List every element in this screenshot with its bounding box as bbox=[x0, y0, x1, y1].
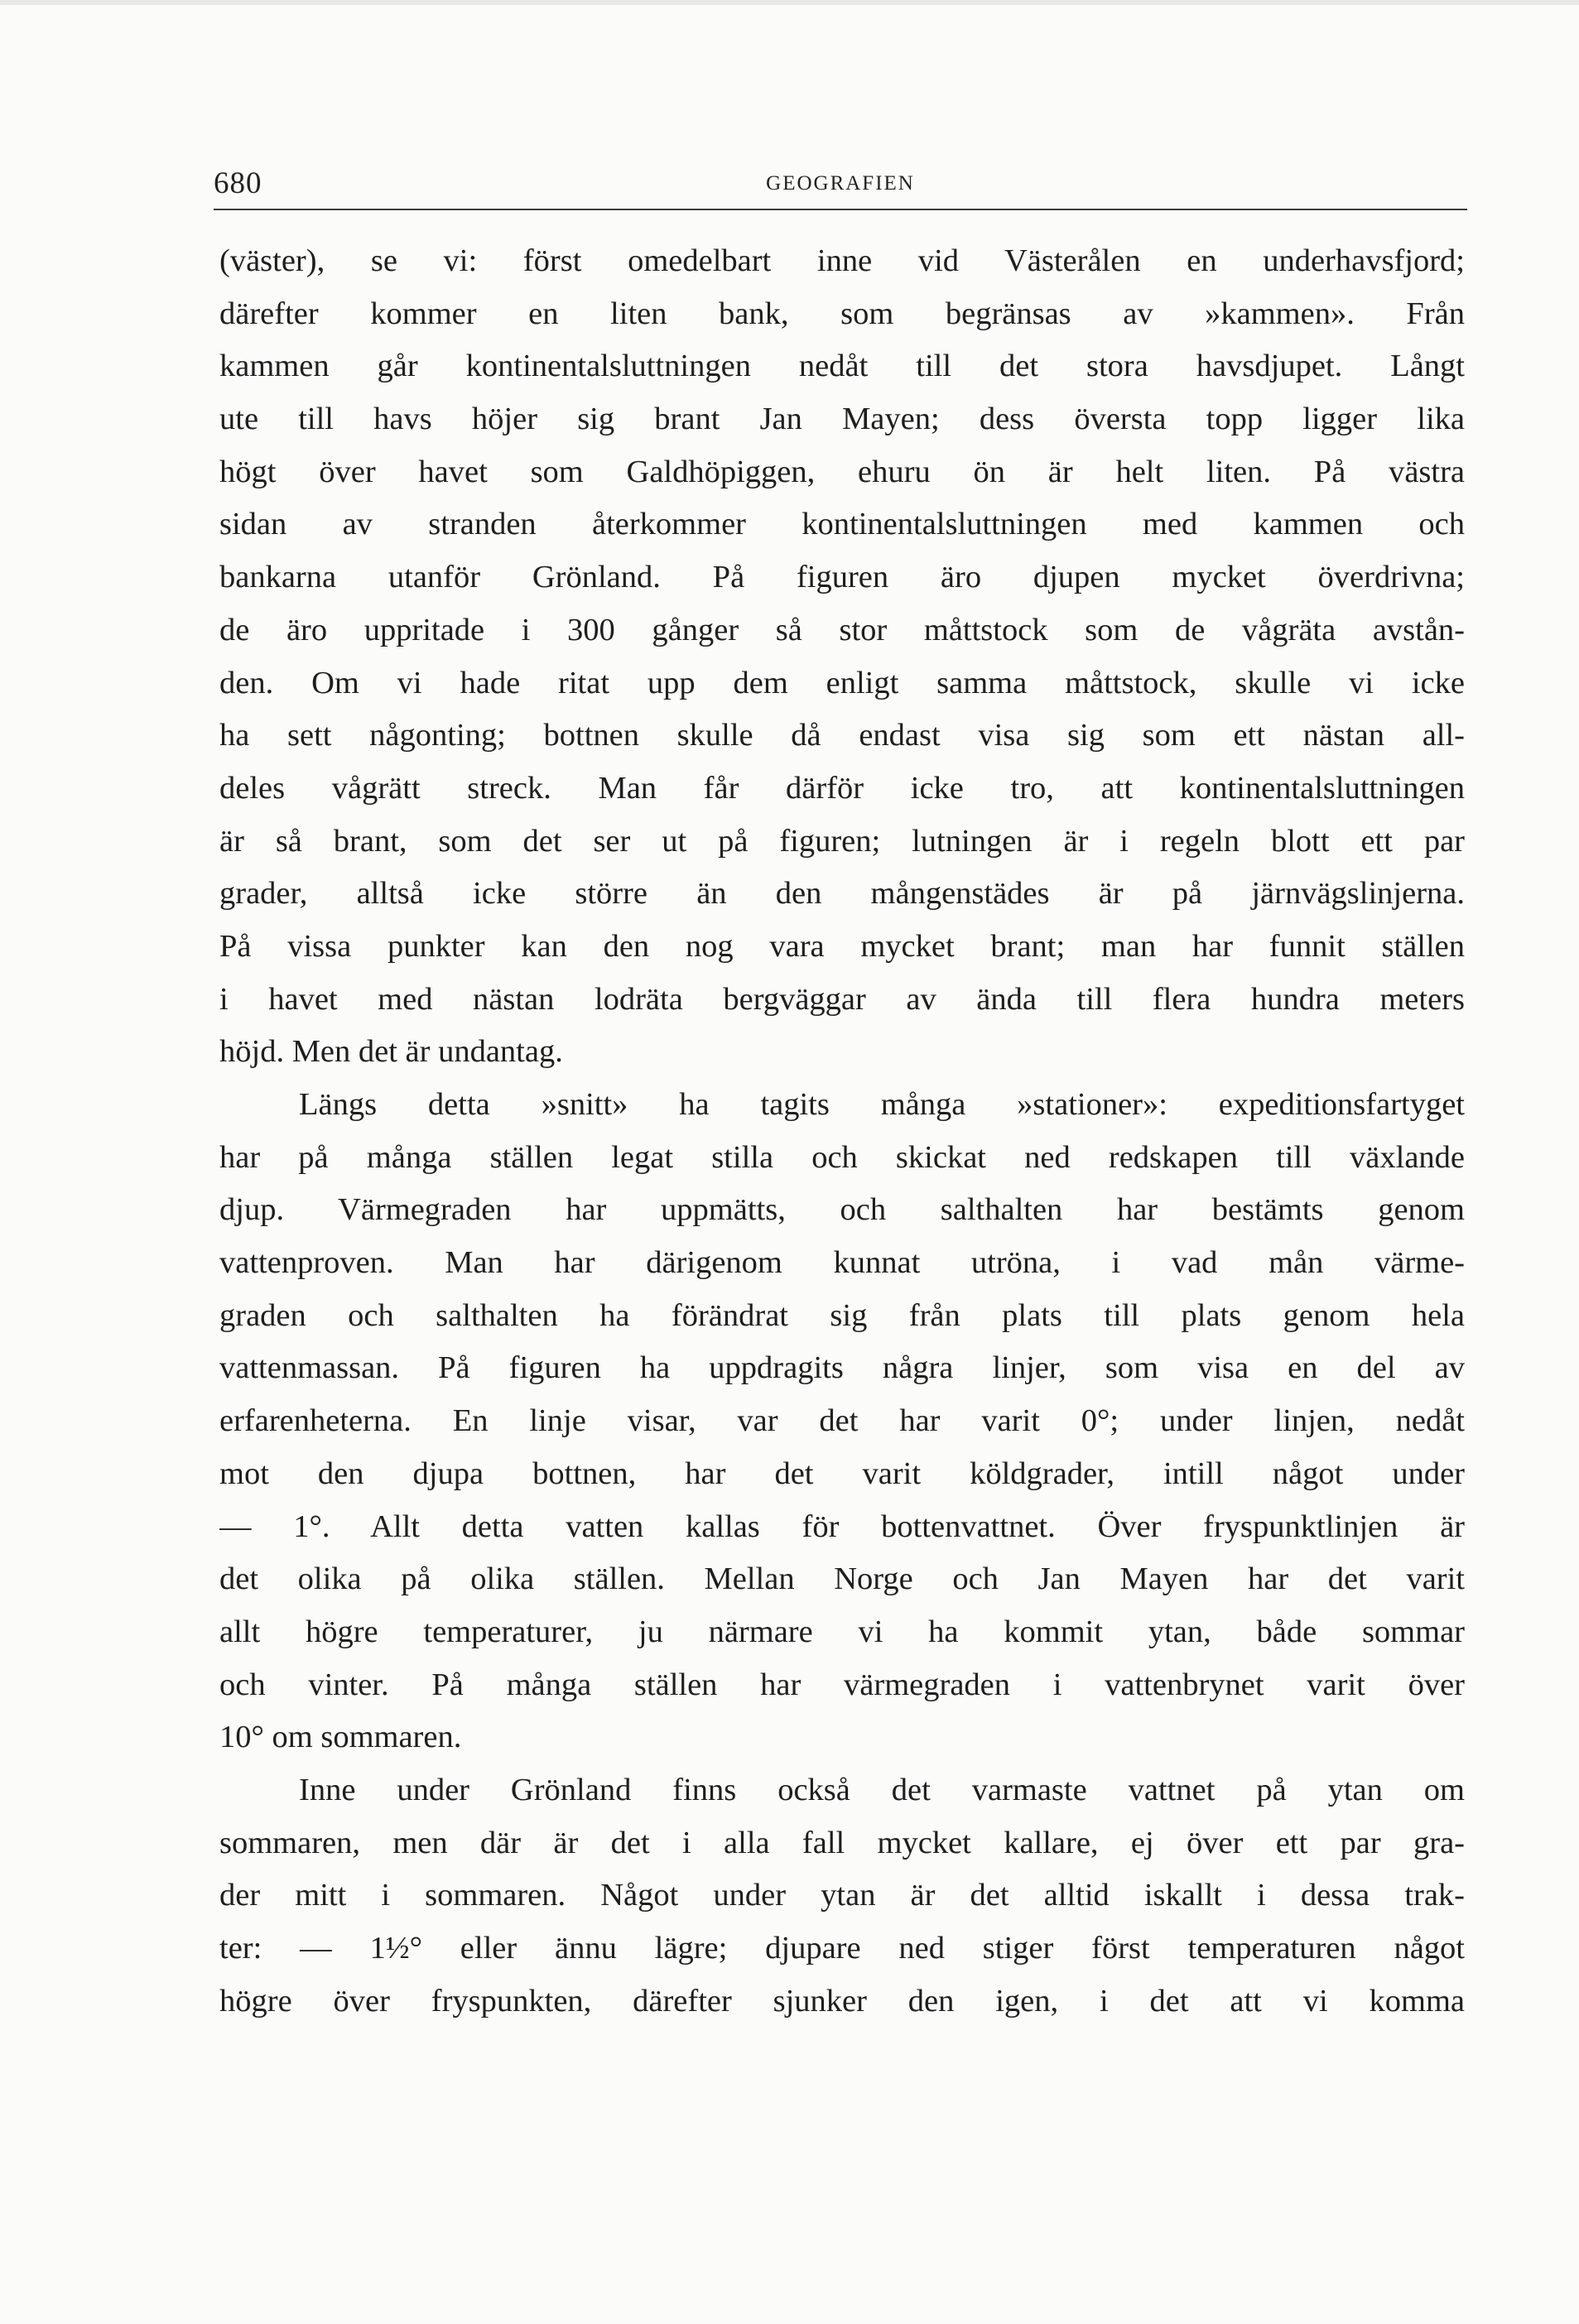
text-line: grader, alltså icke större än den mångenstädes är på järnvägslinjerna. bbox=[219, 876, 1465, 912]
body-text bbox=[219, 235, 1465, 2028]
text-line: höjd. Men det är undantag. bbox=[219, 1034, 563, 1070]
text-line: ute till havs höjer sig brant Jan Mayen; dess översta topp ligger lika bbox=[219, 402, 1465, 437]
text-line: djup. Värmegraden har uppmätts, och salthalten har bestämts genom bbox=[219, 1192, 1465, 1228]
text-line: är så brant, som det ser ut på figuren; lutningen är i regeln blott ett par bbox=[219, 823, 1465, 859]
text-line: erfarenheterna. En linje visar, var det har varit 0°; under linjen, nedåt bbox=[219, 1403, 1465, 1439]
text-line: och vinter. På många ställen har värmegraden i vattenbrynet varit över bbox=[219, 1667, 1465, 1702]
text-line: i havet med nästan lodräta bergväggar av ända till flera hundra meters bbox=[219, 981, 1465, 1017]
text-line: — 1°. Allt detta vatten kallas för bottenvattnet. Över fryspunktlinjen är bbox=[219, 1508, 1465, 1544]
text-line: bankarna utanför Grönland. På figuren äro djupen mycket överdrivna; bbox=[219, 560, 1465, 595]
text-line: 10° om sommaren. bbox=[219, 1720, 462, 1755]
text-line: Inne under Grönland finns också det varmaste vattnet på ytan om bbox=[299, 1772, 1465, 1807]
text-line: kammen går kontinentalsluttningen nedåt till det stora havsdjupet. Långt bbox=[219, 349, 1465, 384]
page-header bbox=[214, 164, 1467, 205]
page-edge bbox=[0, 0, 1579, 5]
text-line: det olika på olika ställen. Mellan Norge och Jan Mayen har det varit bbox=[219, 1561, 1465, 1597]
text-line: graden och salthalten ha förändrat sig från plats till plats genom hela bbox=[219, 1297, 1465, 1333]
header-rule bbox=[214, 209, 1467, 210]
text-line: Längs detta »snitt» ha tagits många »stationer»: expeditionsfartyget bbox=[299, 1087, 1465, 1122]
text-line: allt högre temperaturer, ju närmare vi ha kommit ytan, både sommar bbox=[219, 1614, 1465, 1649]
running-head: GEOGRAFIEN bbox=[766, 172, 915, 195]
text-line: ha sett någonting; bottnen skulle då endast visa sig som ett nästan all- bbox=[219, 718, 1465, 753]
text-line: På vissa punkter kan den nog vara mycket brant; man har funnit ställen bbox=[219, 928, 1465, 964]
text-line: vattenproven. Man har därigenom kunnat utröna, i vad mån värme- bbox=[219, 1245, 1465, 1281]
text-line: har på många ställen legat stilla och skickat ned redskapen till växlande bbox=[219, 1139, 1465, 1175]
text-line: den. Om vi hade ritat upp dem enligt samma måttstock, skulle vi icke bbox=[219, 665, 1465, 700]
text-line: (väster), se vi: först omedelbart inne vid Västerålen en underhavsfjord; bbox=[219, 243, 1465, 278]
page-number: 680 bbox=[214, 166, 262, 200]
text-line: därefter kommer en liten bank, som begränsas av »kammen». Från bbox=[219, 296, 1465, 331]
text-line: mot den djupa bottnen, har det varit köldgrader, intill något under bbox=[219, 1456, 1465, 1491]
text-line: sommaren, men där är det i alla fall mycket kallare, ej över ett par gra- bbox=[219, 1825, 1465, 1860]
text-line: högre över fryspunkten, därefter sjunker den igen, i det att vi komma bbox=[219, 1983, 1465, 2018]
text-line: sidan av stranden återkommer kontinentalsluttningen med kammen och bbox=[219, 507, 1465, 542]
text-line: der mitt i sommaren. Något under ytan är det alltid iskallt i dessa trak- bbox=[219, 1878, 1465, 1913]
text-line: deles vågrätt streck. Man får därför icke tro, att kontinentalsluttningen bbox=[219, 770, 1465, 806]
text-line: vattenmassan. På figuren ha uppdragits några linjer, som visa en del av bbox=[219, 1350, 1465, 1386]
text-line: högt över havet som Galdhöpiggen, ehuru ön är helt liten. På västra bbox=[219, 454, 1465, 489]
text-line: ter: — 1½° eller ännu lägre; djupare ned stiger först temperaturen något bbox=[219, 1931, 1465, 1966]
text-line: de äro uppritade i 300 gånger så stor måttstock som de vågräta avstån- bbox=[219, 612, 1465, 647]
